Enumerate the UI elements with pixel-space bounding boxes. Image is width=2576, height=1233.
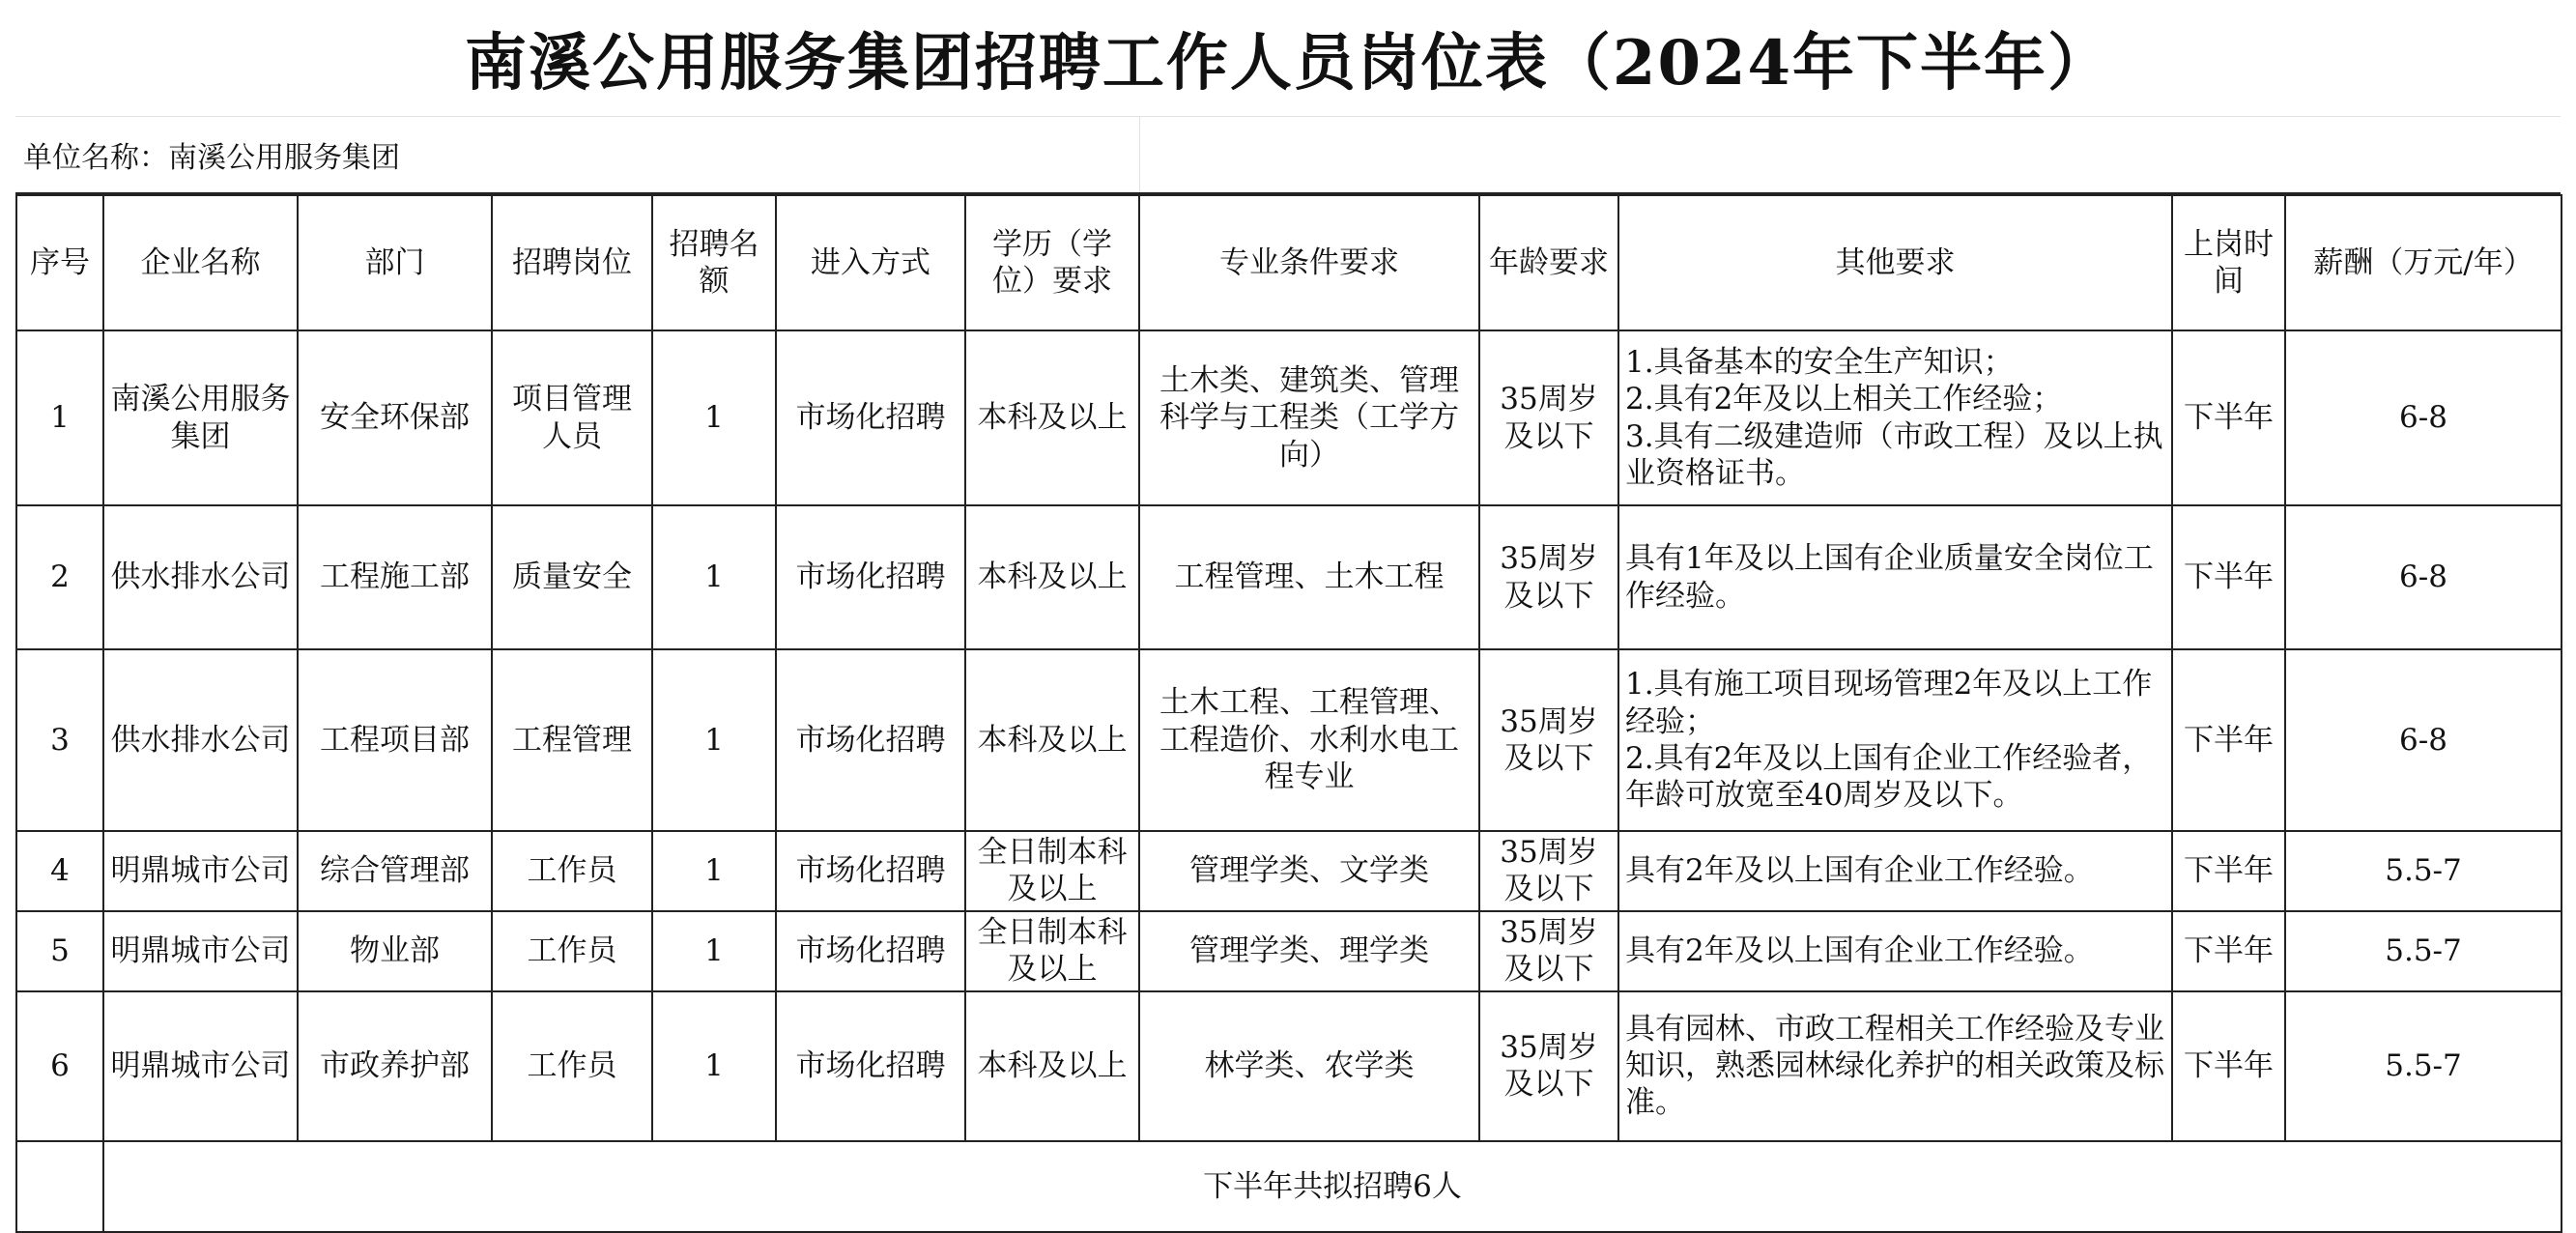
education-requirement-cell: 本科及以上: [965, 649, 1139, 831]
company-name-cell: 供水排水公司: [103, 505, 298, 649]
header-major: 专业条件要求: [1139, 195, 1479, 330]
education-requirement-cell: 全日制本科及以上: [965, 831, 1139, 911]
table-row: [16, 831, 2562, 911]
quota-cell: 1: [652, 330, 776, 505]
quota-cell: 1: [652, 911, 776, 991]
start-time-cell: 下半年: [2172, 330, 2285, 505]
age-requirement-cell: 35周岁及以下: [1479, 831, 1618, 911]
total-blank-cell: [16, 1141, 103, 1232]
company-name-cell: 明鼎城市公司: [103, 831, 298, 911]
company-name-cell: 南溪公用服务集团: [103, 330, 298, 505]
table-row: [16, 991, 2562, 1141]
other-requirements-cell: [1618, 505, 2172, 649]
major-requirement-cell: 管理学类、理学类: [1139, 911, 1479, 991]
quota-cell: 1: [652, 831, 776, 911]
start-time-cell: 下半年: [2172, 831, 2285, 911]
other-requirement-line: 具有2年及以上国有企业工作经验。: [1625, 933, 2094, 969]
age-requirement-cell: 35周岁及以下: [1479, 505, 1618, 649]
start-time-cell: 下半年: [2172, 991, 2285, 1141]
hiring-method-cell: 市场化招聘: [776, 505, 965, 649]
total-row: [16, 1141, 2562, 1232]
header-method: 进入方式: [776, 195, 965, 330]
major-requirement-cell: 土木类、建筑类、管理科学与工程类（工学方向）: [1139, 330, 1479, 505]
other-requirement-line: 3.具有二级建造师（市政工程）及以上执业资格证书。: [1625, 418, 2163, 491]
other-requirements-cell: [1618, 911, 2172, 991]
table-header-row: [16, 195, 2562, 330]
start-time-cell: 下半年: [2172, 505, 2285, 649]
company-name-cell: 明鼎城市公司: [103, 991, 298, 1141]
row-number-cell: 6: [16, 991, 103, 1141]
header-no: 序号: [16, 195, 103, 330]
hiring-method-cell: 市场化招聘: [776, 330, 965, 505]
position-cell: 工作员: [492, 831, 652, 911]
quota-cell: 1: [652, 505, 776, 649]
hiring-method-cell: 市场化招聘: [776, 831, 965, 911]
header-company: 企业名称: [103, 195, 298, 330]
company-name-cell: 明鼎城市公司: [103, 911, 298, 991]
title-row: [15, 0, 2561, 117]
header-salary: 薪酬（万元/年）: [2285, 195, 2562, 330]
other-requirements-cell: [1618, 991, 2172, 1141]
row-number-cell: 1: [16, 330, 103, 505]
hiring-method-cell: 市场化招聘: [776, 911, 965, 991]
other-requirement-line: 2.具有2年及以上相关工作经验；: [1625, 382, 2063, 417]
education-requirement-cell: 本科及以上: [965, 991, 1139, 1141]
position-cell: 工程管理: [492, 649, 652, 831]
department-cell: 物业部: [298, 911, 492, 991]
education-requirement-cell: 本科及以上: [965, 330, 1139, 505]
other-requirement-line: 1.具备基本的安全生产知识；: [1625, 344, 2014, 380]
department-cell: 综合管理部: [298, 831, 492, 911]
header-quota: 招聘名额: [652, 195, 776, 330]
salary-cell: 6-8: [2285, 505, 2562, 649]
other-requirement-line: 2.具有2年及以上国有企业工作经验者，年龄可放宽至40周岁及以下。: [1625, 741, 2153, 814]
total-summary: 下半年共拟招聘6人: [103, 1141, 2562, 1232]
unit-row: [15, 117, 2561, 194]
other-requirement-line: 具有1年及以上国有企业质量安全岗位工作经验。: [1625, 541, 2154, 614]
age-requirement-cell: 35周岁及以下: [1479, 649, 1618, 831]
major-requirement-cell: 管理学类、文学类: [1139, 831, 1479, 911]
other-requirements-cell: [1618, 330, 2172, 505]
department-cell: 市政养护部: [298, 991, 492, 1141]
other-requirement-line: 1.具有施工项目现场管理2年及以上工作经验；: [1625, 667, 2153, 739]
position-cell: 工作员: [492, 991, 652, 1141]
department-cell: 安全环保部: [298, 330, 492, 505]
quota-cell: 1: [652, 649, 776, 831]
salary-cell: 6-8: [2285, 330, 2562, 505]
education-requirement-cell: 本科及以上: [965, 505, 1139, 649]
department-cell: 工程项目部: [298, 649, 492, 831]
row-number-cell: 2: [16, 505, 103, 649]
salary-cell: 5.5-7: [2285, 831, 2562, 911]
salary-cell: 5.5-7: [2285, 991, 2562, 1141]
document-page: [15, 0, 2561, 1233]
header-age: 年龄要求: [1479, 195, 1618, 330]
unit-name: 单位名称：南溪公用服务集团: [15, 117, 1140, 192]
position-cell: 工作员: [492, 911, 652, 991]
hiring-method-cell: 市场化招聘: [776, 991, 965, 1141]
major-requirement-cell: 工程管理、土木工程: [1139, 505, 1479, 649]
other-requirement-line: 具有园林、市政工程相关工作经验及专业知识，熟悉园林绿化养护的相关政策及标准。: [1625, 1011, 2164, 1121]
salary-cell: 5.5-7: [2285, 911, 2562, 991]
header-edu: 学历（学位）要求: [965, 195, 1139, 330]
age-requirement-cell: 35周岁及以下: [1479, 991, 1618, 1141]
recruitment-table: [15, 194, 2562, 1233]
row-number-cell: 5: [16, 911, 103, 991]
major-requirement-cell: 林学类、农学类: [1139, 991, 1479, 1141]
table-row: [16, 649, 2562, 831]
start-time-cell: 下半年: [2172, 911, 2285, 991]
header-dept: 部门: [298, 195, 492, 330]
other-requirements-cell: [1618, 649, 2172, 831]
age-requirement-cell: 35周岁及以下: [1479, 911, 1618, 991]
salary-cell: 6-8: [2285, 649, 2562, 831]
department-cell: 工程施工部: [298, 505, 492, 649]
header-post: 招聘岗位: [492, 195, 652, 330]
age-requirement-cell: 35周岁及以下: [1479, 330, 1618, 505]
hiring-method-cell: 市场化招聘: [776, 649, 965, 831]
company-name-cell: 供水排水公司: [103, 649, 298, 831]
quota-cell: 1: [652, 991, 776, 1141]
table-row: [16, 330, 2562, 505]
other-requirements-cell: [1618, 831, 2172, 911]
header-other: 其他要求: [1618, 195, 2172, 330]
education-requirement-cell: 全日制本科及以上: [965, 911, 1139, 991]
table-row: [16, 911, 2562, 991]
row-number-cell: 3: [16, 649, 103, 831]
header-start: 上岗时间: [2172, 195, 2285, 330]
position-cell: 项目管理人员: [492, 330, 652, 505]
start-time-cell: 下半年: [2172, 649, 2285, 831]
other-requirement-line: 具有2年及以上国有企业工作经验。: [1625, 853, 2094, 889]
table-row: [16, 505, 2562, 649]
page-title: 南溪公用服务集团招聘工作人员岗位表（2024年下半年）: [464, 27, 2112, 100]
row-number-cell: 4: [16, 831, 103, 911]
position-cell: 质量安全: [492, 505, 652, 649]
major-requirement-cell: 土木工程、工程管理、工程造价、水利水电工程专业: [1139, 649, 1479, 831]
